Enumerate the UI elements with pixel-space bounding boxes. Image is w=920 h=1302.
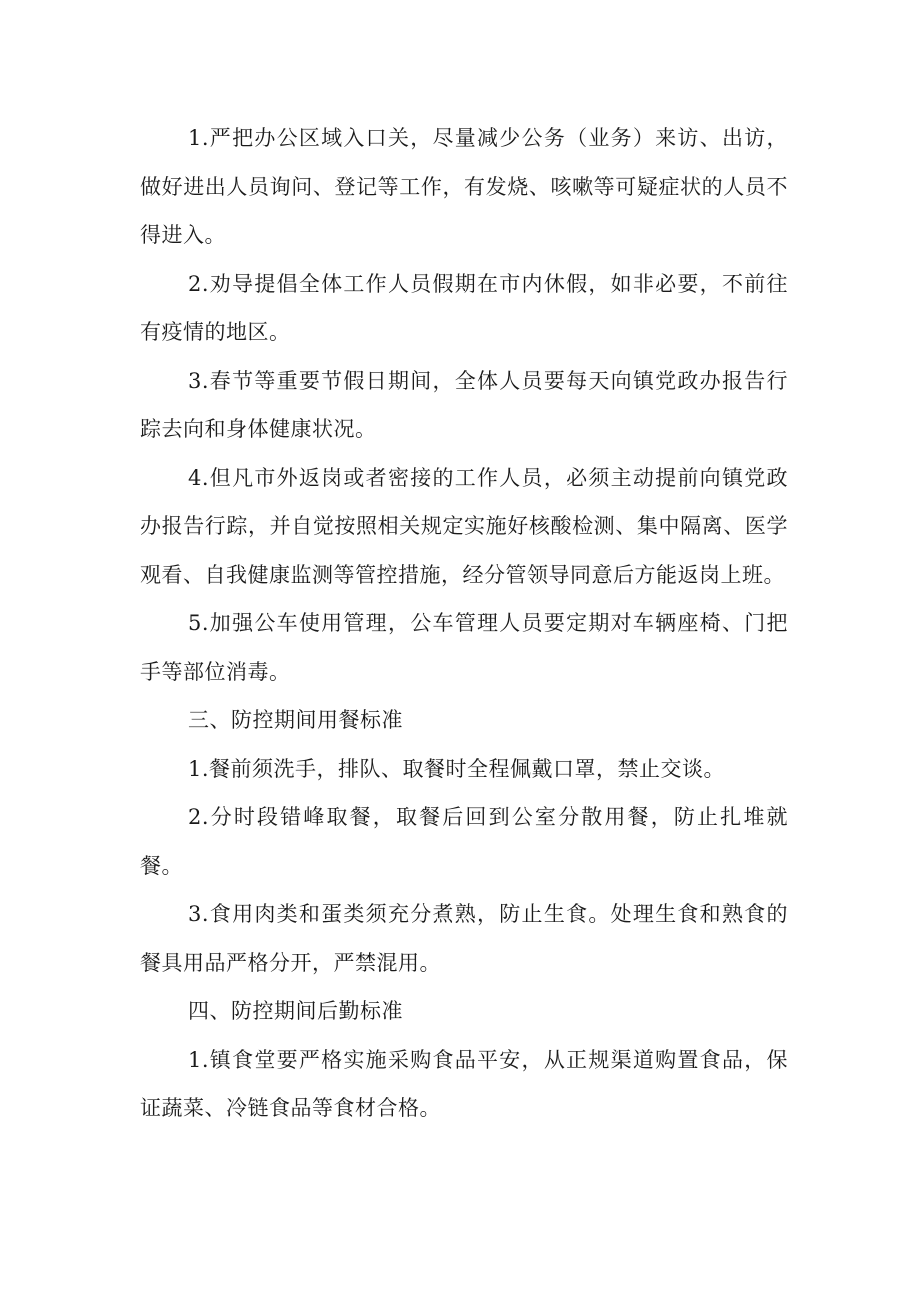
paragraph-dining-food-safety: 3.食用肉类和蛋类须充分煮熟，防止生食。处理生食和熟食的餐具用品严格分开，严禁混用。 [140,902,788,975]
paragraph-canteen-procurement: 1.镇食堂要严格实施采购食品平安，从正规渠道购置食品，保证蔬菜、冷链食品等食材合格。 [140,1047,788,1120]
paragraph-dining-staggered: 2.分时段错峰取餐，取餐后回到公室分散用餐，防止扎堆就餐。 [140,805,788,878]
section-heading-dining: 三、防控期间用餐标准 [188,708,403,732]
document-body [140,114,788,1133]
paragraph-vehicle-disinfection: 5.加强公车使用管理，公车管理人员要定期对车辆座椅、门把手等部位消毒。 [140,611,788,684]
paragraph-returning-staff: 4.但凡市外返岗或者密接的工作人员，必须主动提前向镇党政办报告行踪，并自觉按照相关规定实施好核酸检测、集中隔离、医学观看、自我健康监测等管控措施，经分管领导同意后方能返岗上班。 [140,465,788,587]
paragraph-holiday-reporting: 3.春节等重要节假日期间，全体人员要每天向镇党政办报告行踪去向和身体健康状况。 [140,368,788,441]
paragraph-holiday-travel: 2.劝导提倡全体工作人员假期在市内休假，如非必要，不前往有疫情的地区。 [140,271,788,344]
paragraph-dining-masks: 1.餐前须洗手，排队、取餐时全程佩戴口罩，禁止交谈。 [188,756,726,781]
paragraph-office-entry: 1.严把办公区域入口关，尽量减少公务（业务）来访、出访，做好进出人员询问、登记等工作，有发烧、咳嗽等可疑症状的人员不得进入。 [140,126,788,247]
section-heading-logistics: 四、防控期间后勤标准 [188,999,403,1023]
